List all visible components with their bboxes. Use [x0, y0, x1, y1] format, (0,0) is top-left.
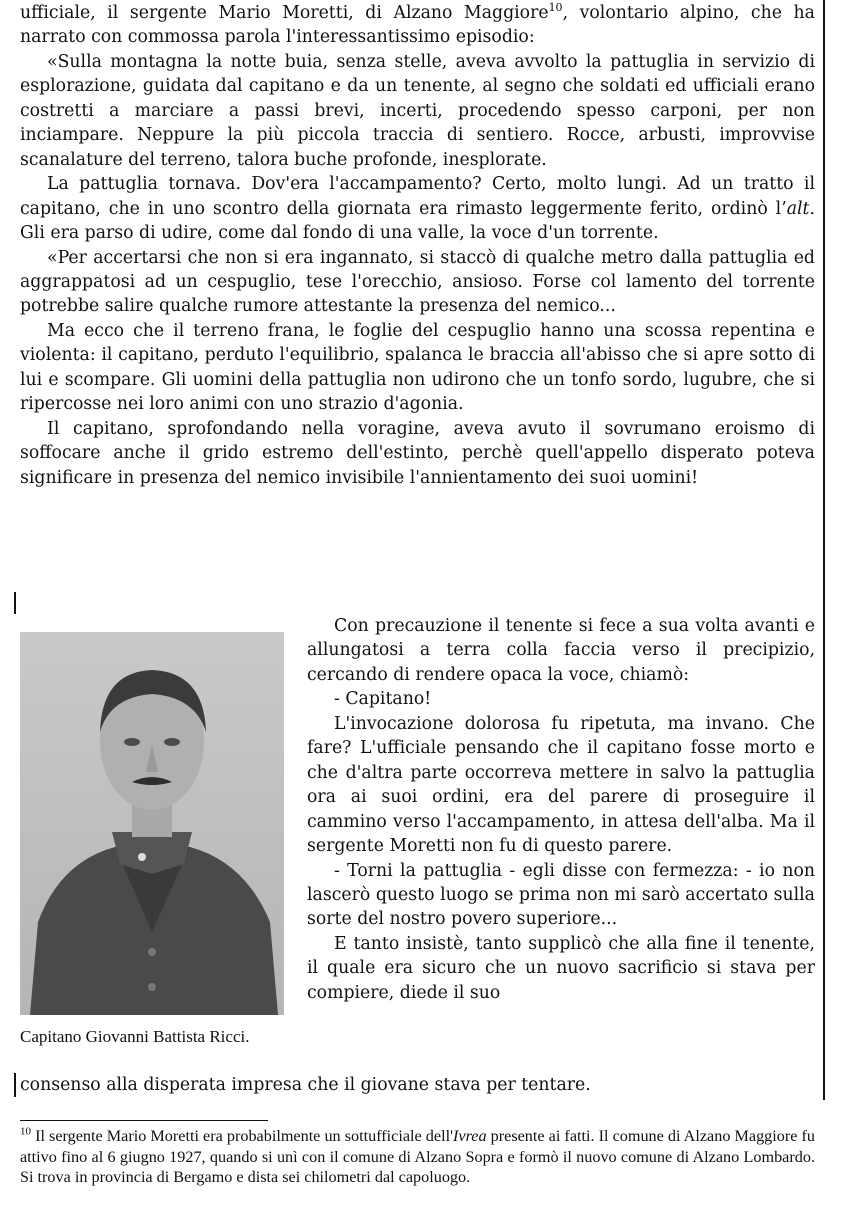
paragraph-6: Con precauzione il tenente si fece a sua volta avanti e allungatosi a terra colla faccia verso il precipizio, cercando di rendere opaca la voce, chiamò:: [307, 616, 815, 685]
paragraph-7: - Capitano!: [334, 689, 432, 710]
paragraph-4: Ma ecco che il terreno frana, le foglie del cespuglio hanno una scossa repentina e violenta: il capitano, perduto l'equilibrio, spalanca le braccia all'abisso che si apre sotto di lui e scompare. Gli uomini della pattuglia non udirono che un tonfo sordo, lugubre, che si ripercosse nei loro animi con uno strazio d'agonia.: [20, 320, 815, 415]
portrait-image: [20, 632, 284, 1015]
paragraph-10-end: consenso alla disperata impresa che il giovane stava per tentare.: [20, 1075, 591, 1095]
opening-paragraph: ufficiale, il sergente Mario Moretti, di Alzano Maggiore$^{10}$, volontario alpino, che ha narrato con commossa parola l'interessantissimo episodio:: [20, 1, 815, 48]
left-margin-rule-bottom: [14, 1073, 16, 1097]
photo-caption: Capitano Giovanni Battista Ricci.: [20, 1027, 250, 1046]
paragraph-1: «Sulla montagna la notte buia, senza stelle, aveva avvolto la pattuglia in servizio di esplorazione, guidata dal capitano e da un tenente, al segno che soldati ed ufficiali erano costretti a marciare a passi brevi, incerti, procedendo spesso carponi, per non inciampare. Neppure la più piccola traccia di sentiero. Rocce, arbusti, improvvise scanalature del terreno, talora buche profonde, inesplorate.: [20, 51, 815, 170]
main-text: [20, 1, 815, 490]
footnote-separator: [20, 1120, 268, 1121]
footnote-reference[interactable]: 10: [548, 1, 563, 15]
right-margin-rule: [823, 0, 825, 1100]
paragraph-2: La pattuglia tornava. Dov'era l'accampamento? Certo, molto lungi. Ad un tratto il capitano, che in uno scontro della giornata era rimasto leggermente ferito, ordinò l’alt. Gli era parso di udire, come dal fondo di una valle, la voce d'un torrente.: [20, 174, 815, 244]
right-column-text: [307, 614, 815, 1005]
paragraph-8: L'invocazione dolorosa fu ripetuta, ma invano. Che fare? L'ufficiale pensando che il capitano fosse morto e che d'altra parte occorreva mettere in salvo la pattuglia ora ai suoi ordini, era del parere di proseguire il cammino verso l'accampamento, in attesa dell'alba. Ma il sergente Moretti non fu di questo parere.: [307, 713, 815, 857]
paragraph-3: «Per accertarsi che non si era ingannato, si staccò di qualche metro dalla pattuglia ed aggrappatosi ad un cespuglio, tese l'orecchio, ansioso. Forse col lamento del torrente potrebbe salire qualche rumore attestante la presenza del nemico...: [20, 247, 815, 317]
footnote-number: 10: [20, 1125, 31, 1138]
footnote: $^{10}$ Il sergente Mario Moretti era probabilmente un sottufficiale dell'Ivrea presente ai fatti. Il comune di Alzano Maggiore fu attivo fino al 6 giugno 1927, quando si unì con il comune di Alzano Sopra e formò il nuovo comune di Alzano Lombardo. Si trova in provincia di Bergamo e dista sei chilometri dal capoluogo.: [20, 1125, 816, 1186]
left-margin-rule-top: [14, 592, 16, 614]
portrait-photo: [20, 632, 284, 1015]
paragraph-9: - Torni la pattuglia - egli disse con fermezza: - io non lascerò questo luogo se prima non mi sarò accertato sulla sorte del nostro povero superiore...: [307, 860, 815, 930]
paragraph-5: Il capitano, sprofondando nella voragine, aveva avuto il sovrumano eroismo di soffocare anche il grido estremo dell'estinto, perchè quell'appello disperato poteva significare in presenza del nemico invisibile l'annientamento dei suoi uomini!: [20, 418, 815, 488]
paragraph-10: E tanto insistè, tanto supplicò che alla fine il tenente, il quale era sicuro che un nuovo sacrificio si stava per compiere, diede il suo: [307, 933, 815, 1003]
